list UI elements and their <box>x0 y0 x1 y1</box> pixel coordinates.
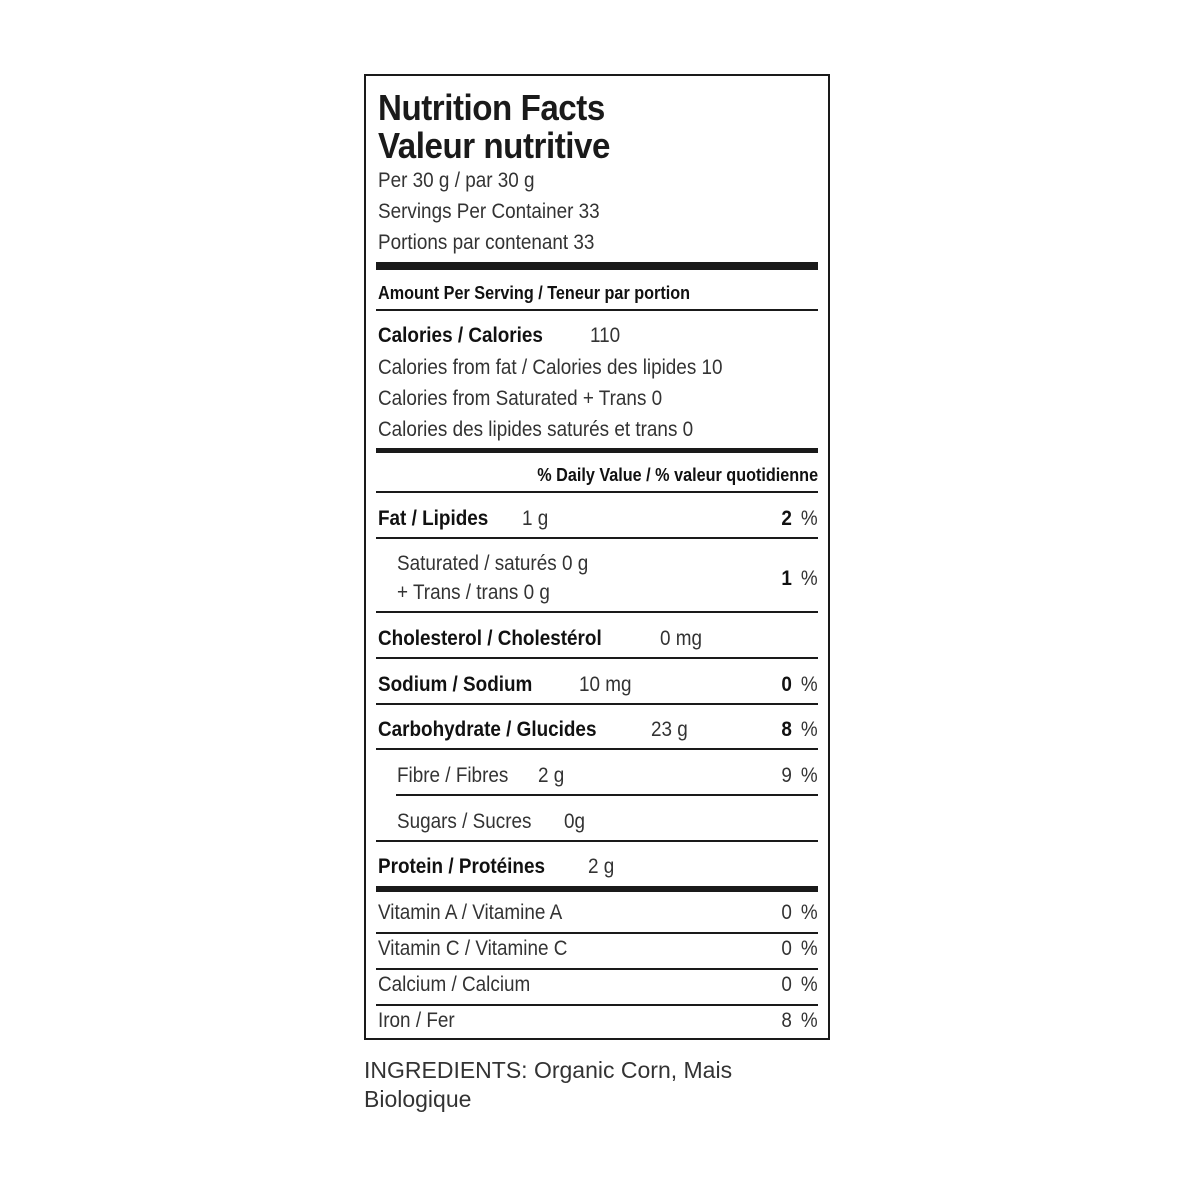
sodium-pct: 0 <box>781 673 793 696</box>
saturated-line: Saturated / saturés 0 g <box>397 552 589 575</box>
daily-value-header: % Daily Value / % valeur quotidienne <box>537 465 818 485</box>
thick-divider <box>376 262 818 270</box>
vitamin-c-pct: 0 <box>781 937 793 960</box>
medium-divider <box>376 886 818 892</box>
divider <box>376 611 818 613</box>
calories-value: 110 <box>590 324 621 347</box>
fat-amount: 1 g <box>522 507 549 530</box>
divider <box>376 657 818 659</box>
calories-sat-trans-fr: Calories des lipides saturés et trans 0 <box>378 418 694 441</box>
fibre-daily-value <box>780 765 818 786</box>
carbohydrate-pct: 8 <box>781 718 793 741</box>
protein-amount: 2 g <box>588 855 615 878</box>
divider <box>376 968 818 970</box>
carbohydrate-label: Carbohydrate / Glucides <box>378 718 597 741</box>
nutrition-facts-label <box>364 74 830 1040</box>
calories-sat-trans-en: Calories from Saturated + Trans 0 <box>378 387 663 410</box>
fat-daily-value <box>780 508 818 529</box>
amount-per-serving: Amount Per Serving / Teneur par portion <box>378 283 691 303</box>
divider <box>376 491 818 493</box>
fibre-label: Fibre / Fibres <box>397 764 509 787</box>
divider <box>376 932 818 934</box>
vitamin-c-daily-value <box>780 938 818 959</box>
sugars-label: Sugars / Sucres <box>397 810 532 833</box>
vitamin-a-label: Vitamin A / Vitamine A <box>378 901 563 924</box>
servings-per-container-fr: Portions par contenant 33 <box>378 231 595 254</box>
divider <box>376 1004 818 1006</box>
fat-label: Fat / Lipides <box>378 507 489 530</box>
ingredients-text: INGREDIENTS: Organic Corn, Mais Biologique <box>364 1057 733 1112</box>
calcium-pct-sign: % <box>801 973 818 996</box>
sodium-label: Sodium / Sodium <box>378 673 533 696</box>
sodium-amount: 10 mg <box>579 673 632 696</box>
divider <box>376 703 818 705</box>
divider <box>396 794 818 796</box>
carbohydrate-daily-value <box>780 719 818 740</box>
fibre-pct: 9 <box>781 764 793 787</box>
serving-size: Per 30 g / par 30 g <box>378 169 535 192</box>
fibre-amount: 2 g <box>538 764 565 787</box>
calories-from-fat: Calories from fat / Calories des lipides 10 <box>378 356 723 379</box>
fat-pct-sign: % <box>801 507 818 530</box>
saturated-daily-value <box>780 568 818 589</box>
vitamin-a-pct: 0 <box>781 901 793 924</box>
cholesterol-label: Cholesterol / Cholestérol <box>378 627 602 650</box>
medium-divider <box>376 448 818 453</box>
fat-pct: 2 <box>781 507 793 530</box>
iron-label: Iron / Fer <box>378 1009 455 1032</box>
protein-label: Protein / Protéines <box>378 855 545 878</box>
divider <box>376 537 818 539</box>
iron-pct: 8 <box>781 1009 793 1032</box>
vitamin-a-daily-value <box>780 902 818 923</box>
vitamin-c-label: Vitamin C / Vitamine C <box>378 937 568 960</box>
vitamin-c-pct-sign: % <box>801 937 818 960</box>
carbohydrate-pct-sign: % <box>801 718 818 741</box>
divider <box>376 840 818 842</box>
iron-pct-sign: % <box>801 1009 818 1032</box>
saturated-pct-sign: % <box>801 567 818 590</box>
sugars-amount: 0g <box>564 810 586 833</box>
vitamin-a-pct-sign: % <box>801 901 818 924</box>
calcium-pct: 0 <box>781 973 793 996</box>
divider <box>376 309 818 311</box>
title-en: Nutrition Facts <box>378 87 605 128</box>
sodium-pct-sign: % <box>801 673 818 696</box>
calcium-daily-value <box>780 974 818 995</box>
cholesterol-amount: 0 mg <box>660 627 703 650</box>
calories-label: Calories / Calories <box>378 324 543 347</box>
title-fr: Valeur nutritive <box>378 125 610 166</box>
sodium-daily-value <box>780 674 818 695</box>
divider <box>376 748 818 750</box>
saturated-pct: 1 <box>781 567 793 590</box>
iron-daily-value <box>780 1010 818 1031</box>
carbohydrate-amount: 23 g <box>651 718 688 741</box>
calcium-label: Calcium / Calcium <box>378 973 531 996</box>
trans-line: + Trans / trans 0 g <box>397 581 550 604</box>
servings-per-container-en: Servings Per Container 33 <box>378 200 600 223</box>
fibre-pct-sign: % <box>801 764 818 787</box>
